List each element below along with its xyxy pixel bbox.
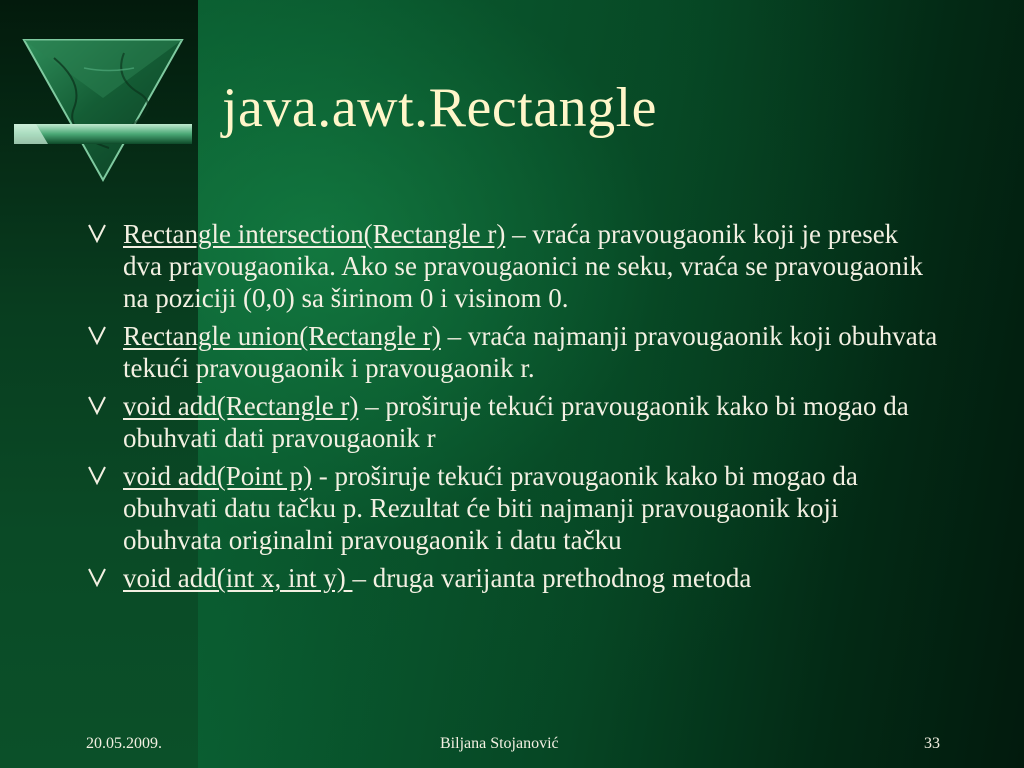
method-signature: void add(int x, int y) <box>123 563 353 593</box>
method-description: – druga varijanta prethodnog metoda <box>352 563 752 593</box>
list-item <box>88 562 938 594</box>
method-signature: Rectangle intersection(Rectangle r) <box>123 219 506 249</box>
list-item <box>88 390 938 454</box>
method-signature: void add(Rectangle r) <box>123 391 359 421</box>
list-item <box>88 218 938 314</box>
check-bullet-icon <box>88 567 106 587</box>
footer-page-number: 33 <box>924 735 940 752</box>
footer-date: 20.05.2009. <box>86 735 162 752</box>
check-bullet-icon <box>88 395 106 415</box>
slide-title: java.awt.Rectangle <box>222 77 658 139</box>
method-description: – vraća pravougaonik koji je presek dva pravougaonika. Ako se pravougaonici ne seku, vraća se pravougaonik na poziciji (0,0) sa širinom 0 i visinom 0. <box>123 219 923 313</box>
bullet-list <box>88 218 938 600</box>
list-item <box>88 460 938 556</box>
footer-author: Biljana Stojanović <box>440 735 559 752</box>
check-bullet-icon <box>88 223 106 243</box>
method-signature: Rectangle union(Rectangle r) <box>123 321 441 351</box>
check-bullet-icon <box>88 325 106 345</box>
method-signature: void add(Point p) <box>123 461 312 491</box>
green-marble-triangle-logo <box>14 38 192 184</box>
method-description: - proširuje tekući pravougaonik kako bi mogao da obuhvati datu tačku p. Rezultat će biti najmanji pravougaonik koji obuhvata originalni pravougaonik i datu tačku <box>123 461 858 555</box>
method-description: – vraća najmanji pravougaonik koji obuhvata tekući pravougaonik i pravougaonik r. <box>123 321 938 383</box>
list-item <box>88 320 938 384</box>
method-description: – proširuje tekući pravougaonik kako bi mogao da obuhvati dati pravougaonik r <box>123 391 909 453</box>
check-bullet-icon <box>88 465 106 485</box>
